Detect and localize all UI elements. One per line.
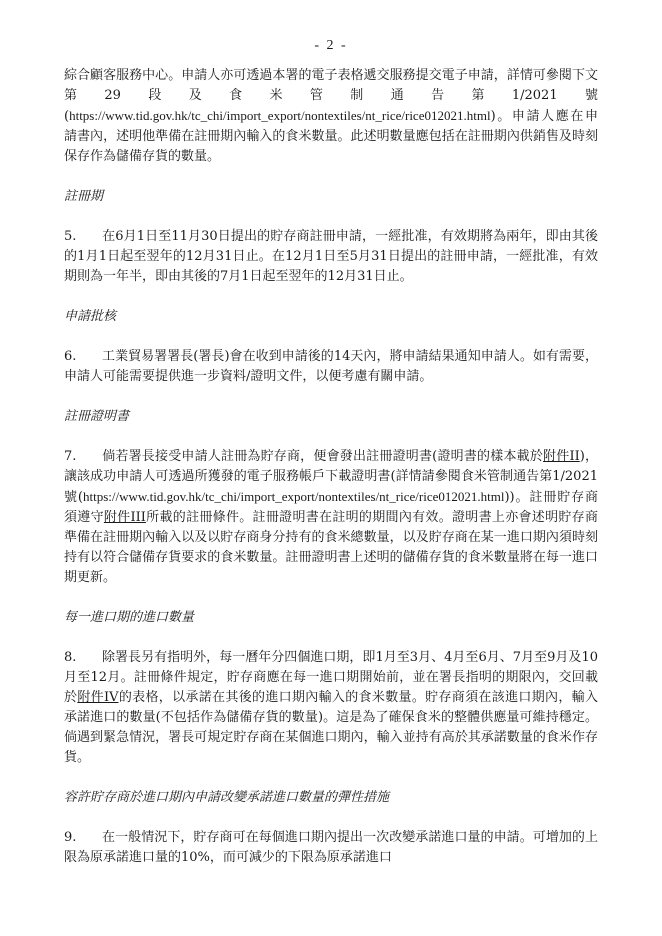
heading-registration-certificate: 註冊證明書 xyxy=(64,409,130,424)
paragraph-number: 8. xyxy=(64,650,77,665)
paragraph-text-2: 的表格，以承諾在其後的進口期內輸入的食米數量。貯存商須在該進口期內，輸入承諾進口的數量(不包括作為儲備存貨的數量)。這是為了確保食米的整體供應量可維持穩定。倘遇到緊急情況，署長可規定貯存商在某個進口期內，輸入並持有高於其承諾數量的食米作存貨。 xyxy=(64,690,598,765)
paragraph-7 xyxy=(64,447,598,588)
paragraph-number: 7. xyxy=(64,449,77,464)
intro-text-2: )。申請人應在申請書內，述明他準備在註冊期內輸入的食米數量。此述明數量應包括在註冊期內供銷售及時刻保存作為儲備存貨的數量。 xyxy=(64,109,598,164)
paragraph-text: 工業貿易署署長(署長)會在收到申請後的14天內，將申請結果通知申請人。如有需要，申請人可能需要提供進一步資料/證明文件，以便考慮有關申請。 xyxy=(64,349,598,384)
annex-ii-link[interactable]: 附件II xyxy=(543,449,580,464)
paragraph-text-1: 倘若署長接受申請人註冊為貯存商，便會發出註冊證明書(證明書的樣本載於 xyxy=(102,449,544,464)
paragraph-text: 在6月1日至11月30日提出的貯存商註冊申請，一經批准，有效期將為兩年，即由其後的1月1日起至翌年的12月31日止。在12月1日至5月31日提出的註冊申請，一經批准，有效期則為一年半，即由其後的7月1日起至翌年的12月31日止。 xyxy=(64,229,598,284)
paragraph-text-1: 除署長另有指明外，每一曆年分四個進口期，即1月至3月、4月至6月、7月至9月及10月至12月。註冊條件規定，貯存商應在每一進口期開始前，並在署長指明的期限內，交回載於 xyxy=(64,650,598,705)
heading-import-quantity: 每一進口期的進口數量 xyxy=(64,610,195,625)
annex-iii-link[interactable]: 附件III xyxy=(103,510,146,525)
paragraph-text: 在一般情況下，貯存商可在每個進口期內提出一次改變承諾進口量的申請。可增加的上限為原承諾進口量的10%，而可減少的下限為原承諾進口 xyxy=(64,830,598,865)
paragraph-number: 5. xyxy=(64,229,77,244)
intro-paragraph xyxy=(64,66,598,167)
paragraph-number: 6. xyxy=(64,349,77,364)
heading-application-approval: 申請批核 xyxy=(64,309,117,324)
annex-iv-link[interactable]: 附件IV xyxy=(77,690,119,705)
paragraph-text-2: )，讓該成功申請人可透過所獲發的電子服務帳戶下載證明書(詳情請參閱食米管制通告第1/2021號( xyxy=(64,449,598,505)
paragraph-8 xyxy=(64,648,598,768)
heading-flexibility-measures: 容許貯存商於進口期內申請改變承諾進口數量的彈性措施 xyxy=(64,790,390,805)
heading-registration-period: 註冊期 xyxy=(64,189,104,204)
page-number: - 2 - xyxy=(314,38,348,53)
intro-text-1: 綜合顧客服務中心。申請人亦可透過本署的電子表格遞交服務提交電子申請，詳情可參閱下文第29段及食米管制通告第1/2021號( xyxy=(64,68,598,124)
paragraph-text-4: 所載的註冊條件。註冊證明書在註明的期間內有效。證明書上亦會述明貯存商準備在註冊期內輸入以及以貯存商身分持有的食米總數量，以及貯存商在某一進口期內須時刻持有以符合儲備存貨要求的食米數量。註冊證明書上述明的儲備存貨的食米數量將在每一進口期更新。 xyxy=(64,510,598,585)
paragraph-6 xyxy=(64,347,598,387)
paragraph-5 xyxy=(64,227,598,287)
circular-url-link[interactable]: https://www.tid.gov.hk/tc_chi/import_export/nontextiles/nt_rice/rice012021.html xyxy=(82,489,505,504)
paragraph-text-3: ))。註冊貯存商須遵守 xyxy=(64,490,598,525)
paragraph-number: 9. xyxy=(64,830,77,845)
paragraph-9 xyxy=(64,828,598,868)
document-body xyxy=(64,66,598,888)
intro-url-link[interactable]: https://www.tid.gov.hk/tc_chi/import_export/nontextiles/nt_rice/rice012021.html xyxy=(69,108,491,123)
